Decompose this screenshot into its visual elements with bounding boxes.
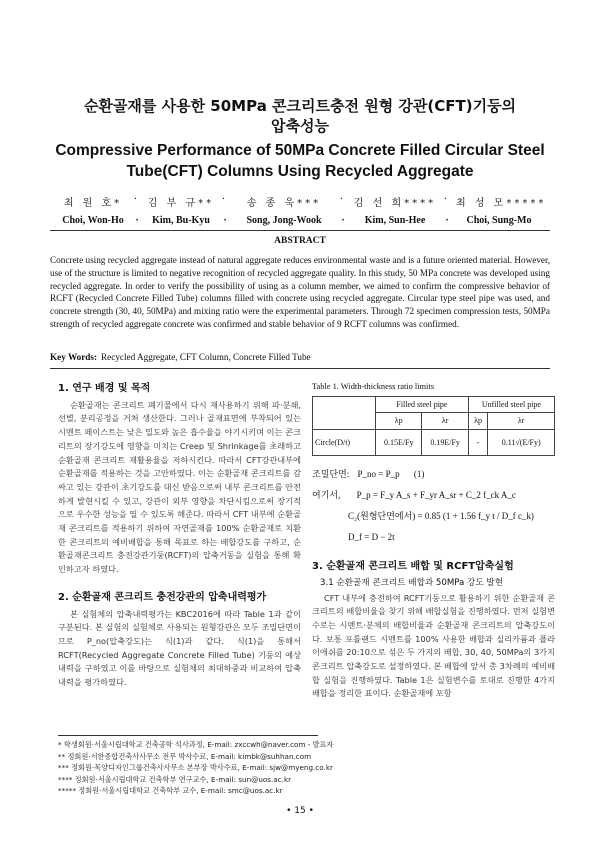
table-subheader-cell: λr <box>422 413 468 430</box>
section-2-paragraph: 본 실험체의 압축내력평가는 KBC2016에 따라 Table 1과 같이 구분된다. 본 실험의 실험체로 사용되는 원형강관은 모두 조밀단면이므로 P_no(압축강도)는 식(1)과 같다. 식(1)을 통해서 RCFT(Recycled Aggregate Concrete Filled Tube) 기둥의 예상내력을 구하였고 이를 바탕으로 실험체의 최대하중과 비교하여 압축내력을 평가하였다. <box>58 608 301 688</box>
table-corner-cell <box>313 396 376 429</box>
author-ko: 최 성 모***** <box>456 198 547 209</box>
table-cell: 0.19E/Fy <box>422 430 468 456</box>
footnotes <box>58 739 548 797</box>
author-separator: · <box>221 194 229 205</box>
footnote-divider <box>58 735 318 736</box>
author-separator: · <box>133 194 141 205</box>
author-separator: · <box>223 215 227 226</box>
table-subheader-cell: λr <box>488 413 555 430</box>
author-en: Song, Jong-Wook <box>246 215 322 226</box>
width-thickness-table <box>312 396 555 456</box>
equation-3 <box>312 508 555 525</box>
footnote: **** 정회원·서울시립대학교 건축학부 연구교수, E-mail: sun@uos.ac.kr <box>58 774 292 784</box>
section-3-1-heading: 3.1 순환골재 콘크리트 배합과 50MPa 강도 발현 <box>320 577 503 588</box>
equation-1-label: 조밀단면: <box>312 469 350 480</box>
author-en: Kim, Bu-Kyu <box>152 215 210 226</box>
table-header-row <box>313 396 555 413</box>
table-cell: - <box>468 430 488 456</box>
abstract-heading: ABSTRACT <box>274 236 326 246</box>
equation-where-label: 여기서, <box>312 490 341 501</box>
table-caption: Table 1. Width-thickness ratio limits <box>312 382 434 391</box>
author-separator: · <box>341 215 345 226</box>
table-cell: 0.11√(E/Fy) <box>488 430 555 456</box>
author-separator: · <box>445 215 449 226</box>
author-names-english <box>0 215 600 226</box>
footnote: ** 정회원·서한종합건축사사무소 전무 박사수료, E-mail: kimbk@suhhan.com <box>58 751 312 761</box>
title-english <box>0 140 600 182</box>
equation-2-body: P_p = F_y A_s + F_yr A_sr + C_2 f_ck A_c <box>356 490 516 501</box>
section-1-heading: 1. 연구 배경 및 목적 <box>58 383 151 394</box>
table-row <box>313 430 555 456</box>
keywords-label: Key Words: <box>50 352 98 362</box>
table-subheader-cell: λp <box>468 413 488 430</box>
section-3-heading: 3. 순환골재 콘크리트 배합 및 RCFT압축실험 <box>312 561 514 573</box>
table-subheader-cell: λp <box>376 413 422 430</box>
author-en: Choi, Won-Ho <box>62 215 124 226</box>
equation-4: D_f = D − 2t <box>348 532 395 543</box>
equation-1-number: (1) <box>413 469 425 480</box>
abstract-divider <box>50 230 550 231</box>
author-ko: 김 선 희**** <box>353 198 437 209</box>
keywords-divider <box>50 368 550 369</box>
equation-1 <box>312 466 555 483</box>
title-korean-line1: 순환골재를 사용한 50MPa 콘크리트충전 원형 강관(CFT)기둥의 <box>83 97 517 115</box>
page-number: • 15 • <box>286 806 314 816</box>
author-separator: · <box>135 215 139 226</box>
title-korean-line2: 압축성능 <box>271 117 329 135</box>
equation-2 <box>312 487 555 504</box>
author-block <box>0 194 600 226</box>
footnote: ***** 정회원·서울시립대학교 건축학부 교수, E-mail: smc@uos.ac.kr <box>58 786 283 796</box>
author-separator: · <box>443 194 451 205</box>
section-1-paragraph: 순환골재는 콘크리트 폐기물에서 다시 재사용하기 위해 파·분쇄, 선별, 분리공정을 거쳐 생산한다. 그러나 골재표면에 부착되어 있는 시멘트 페이스트는 낮은 밀도와 높은 흡수율을 야기시키며 이는 콘크리트의 장기강도에 영향을 미치는 Creep 및 Shrinkage를 초래하고 순환골재 콘크리트 재활용율을 저하시킨다. 따라서 CFT강관내부에 순환골재를 적용하는 것을 고안하였다. 이는 순환골재 콘크리트를 감싸고 있는 강관이 초기강도를 대신 받음으로써 내부 콘크리트를 안전하게 발현시킬 수 있고, 강관이 외부 영향을 차단시킴으로써 장기적으로 우수한 성능을 띨 수 있도록 해준다. 따라서 CFT 내부에 순환골재 콘크리트를 적용하기 위하여 자연골재를 100% 순환골재로 치환한 콘크리트의 예비배합을 통해 목표로 하는 배합강도를 구하고, 순환골재콘크리트 충전강관기둥(RCFT)의 압축거동을 실험을 통해 확인하고자 하였다. <box>58 399 301 575</box>
keywords-text: Recycled Aggregate, CFT Column, Concrete Filled Tube <box>101 352 311 362</box>
author-en: Kim, Sun-Hee <box>364 215 426 226</box>
right-column <box>312 380 555 701</box>
section-3-paragraph: CFT 내부에 충전하여 RCFT기둥으로 활용하기 위한 순환골재 콘크리트의 배합비율을 찾기 위해 배합실험을 진행하였다. 먼저 실험변수로는 시멘트·분체의 배합비율과 순환골재 콘크리트의 압축강도이다. 보통 포틀랜드 시멘트를 100% 사용한 배합과 실리카퓸과 플라이애쉬를 20:10으로 섞은 두 가지의 배합, 30, 40, 50MPa의 3가지 콘크리트 압축강도로 설정하였다. 본 배합에 앞서 총 3차례의 예비배합 실험을 진행하였다. Table 1은 실험변수를 토대로 진행한 4가지 배합을 정리한 표이다. 순환골재에 포함 <box>312 592 555 699</box>
equation-3-right: (1 + 1.56 f_y t / D_f c_k) <box>442 511 534 522</box>
equation-1-body: P_no = P_p <box>357 469 400 480</box>
equation-3-left: C₂(원형단면에서) = 0.85 <box>348 511 441 522</box>
author-en: Choi, Sung-Mo <box>466 215 532 226</box>
title-english-line2: Tube(CFT) Columns Using Recycled Aggregate <box>126 163 474 180</box>
title-korean <box>0 96 600 136</box>
author-ko: 송 종 욱*** <box>246 198 322 209</box>
keywords-line <box>50 352 550 362</box>
table-cell: 0.15E/Fy <box>376 430 422 456</box>
footnote: * 학생회원·서울시립대학교 건축공학 석사과정, E-mail: zxccwh@naver.com - 발표자 <box>58 740 334 749</box>
left-column <box>58 380 301 690</box>
author-ko: 최 원 호* <box>63 198 123 209</box>
table-row-label: Circle(D/t) <box>313 430 376 456</box>
table-group-filled: Filled steel pipe <box>376 396 469 413</box>
footnote: *** 정회원·목양디자인그룹건축사사무소 본부장 박사수료, E-mail: sjw@myeng.co.kr <box>58 763 333 773</box>
title-english-line1: Compressive Performance of 50MPa Concrete Filled Circular Steel <box>55 142 545 159</box>
section-2-heading: 2. 순환골재 콘크리트 충전강관의 압축내력평가 <box>58 591 267 603</box>
table-group-unfilled: Unfilled steel pipe <box>468 396 554 413</box>
author-ko: 김 부 규** <box>147 198 215 209</box>
author-separator: · <box>339 194 347 205</box>
author-names-korean <box>0 194 600 209</box>
abstract-text: Concrete using recycled aggregate instead of natural aggregate reduces environmental waste and is a future oriented material. However, use of the structure is limited to negative recognition of recycled aggregate quality. In this study, 50 MPa concrete was developed using recycled aggregate. In order to verify the possibility of using as a column member, we aimed to confirm the compressive behavior of RCFT (Recycled Concrete Filled Tube) columns filled with concrete using recycled aggregate. Circular type steel pipe was used, and concrete strength (30, 40, 50MPa) and mixing ratio were the experimental parameters. Through 72 specimen compression tests, 50MPa strength of recycled aggregate concrete was confirmed and stable behavior of 9 RCFT columns was confirmed. <box>50 255 550 329</box>
